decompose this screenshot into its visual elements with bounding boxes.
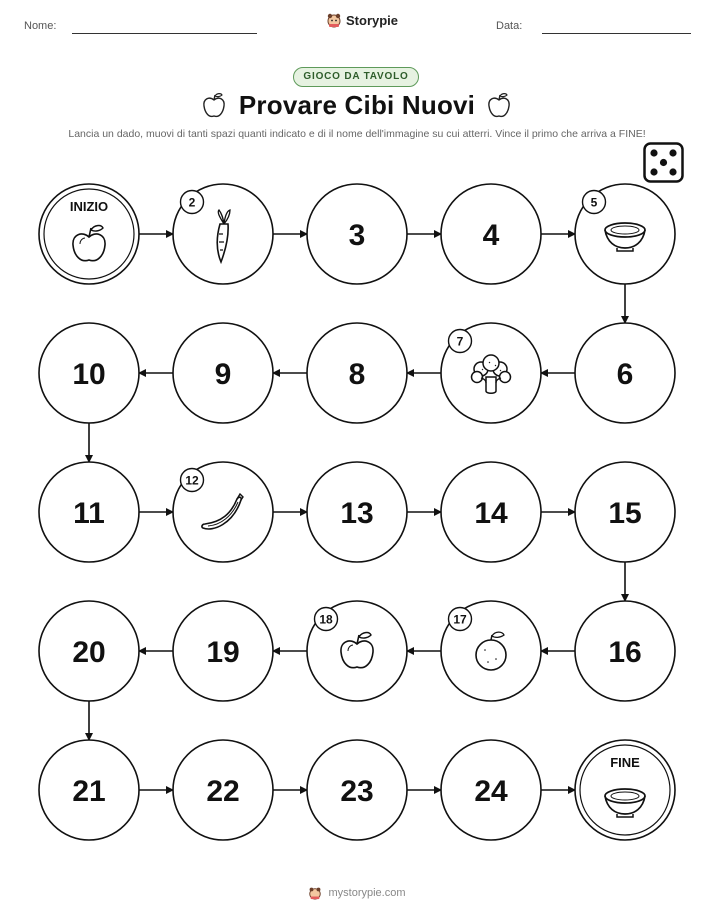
board-space-18[interactable]	[307, 601, 407, 701]
space-number: 4	[482, 219, 500, 252]
space-number: 11	[73, 497, 105, 530]
board-spaces	[39, 184, 675, 840]
category-tag: GIOCO DA TAVOLO	[293, 67, 419, 87]
board-space-12[interactable]	[173, 462, 273, 562]
footer-url: mystorypie.com	[328, 887, 406, 899]
board-space-17[interactable]	[441, 601, 541, 701]
storypie-mascot-icon	[308, 886, 322, 900]
brand-name: Storypie	[346, 12, 399, 28]
space-number: 7	[456, 334, 464, 349]
board-space-20[interactable]	[39, 601, 139, 701]
space-number: 6	[616, 358, 634, 391]
space-number: 23	[340, 775, 374, 808]
space-number: 10	[72, 358, 106, 391]
space-number: 15	[608, 497, 642, 530]
space-number: 13	[340, 497, 374, 530]
space-number: 22	[206, 775, 240, 808]
space-number: 3	[348, 219, 366, 252]
space-number: 2	[188, 195, 196, 210]
space-number: 21	[72, 775, 106, 808]
space-number: 9	[214, 358, 232, 391]
board-space-3[interactable]	[307, 184, 407, 284]
board-space-4[interactable]	[441, 184, 541, 284]
space-number: 24	[474, 775, 508, 808]
board-space-22[interactable]	[173, 740, 273, 840]
board-space-7[interactable]	[441, 323, 541, 423]
finish-space[interactable]	[575, 740, 675, 840]
space-number: 8	[348, 358, 366, 391]
space-number: 16	[608, 636, 642, 669]
footer	[0, 886, 714, 900]
board-space-13[interactable]	[307, 462, 407, 562]
start-space[interactable]	[39, 184, 139, 284]
board-space-24[interactable]	[441, 740, 541, 840]
board-space-9[interactable]	[173, 323, 273, 423]
board-space-5[interactable]	[575, 184, 675, 284]
board-space-10[interactable]	[39, 323, 139, 423]
space-number: 18	[319, 612, 333, 627]
space-label: INIZIO	[69, 199, 109, 214]
instructions: Lancia un dado, muovi di tanti spazi quanti indicato e di il nome dell'immagine su cui atterri. Vince il primo che arriva a FINE!	[68, 128, 646, 140]
board-space-15[interactable]	[575, 462, 675, 562]
board-space-19[interactable]	[173, 601, 273, 701]
name-label: Nome:	[24, 20, 57, 32]
space-label: FINE	[610, 755, 640, 770]
board-space-2[interactable]	[173, 184, 273, 284]
board-space-23[interactable]	[307, 740, 407, 840]
space-number: 12	[185, 473, 199, 488]
board-space-14[interactable]	[441, 462, 541, 562]
space-number: 17	[453, 612, 467, 627]
board-space-8[interactable]	[307, 323, 407, 423]
board-space-16[interactable]	[575, 601, 675, 701]
space-number: 5	[590, 195, 598, 210]
space-number: 19	[206, 636, 240, 669]
date-label: Data:	[496, 20, 523, 32]
board-space-21[interactable]	[39, 740, 139, 840]
board-space-6[interactable]	[575, 323, 675, 423]
board-space-11[interactable]	[39, 462, 139, 562]
space-number: 20	[72, 636, 106, 669]
page-title: Provare Cibi Nuovi	[238, 90, 476, 120]
space-number: 14	[474, 497, 508, 530]
